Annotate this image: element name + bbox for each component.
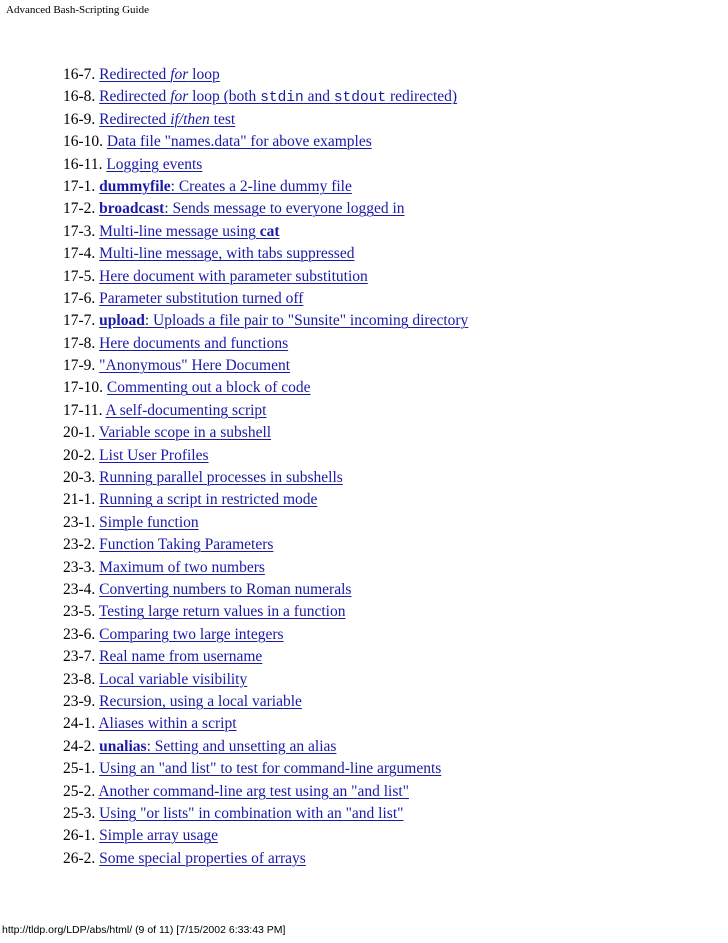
list-item — [63, 266, 468, 288]
list-item — [63, 377, 468, 399]
page-header: Advanced Bash-Scripting Guide — [6, 4, 149, 16]
example-link[interactable] — [99, 290, 303, 307]
example-number: 23-3. — [63, 558, 100, 576]
list-item — [63, 445, 468, 467]
example-number: 17-7. — [63, 312, 100, 330]
link-italic-text: if/then — [170, 110, 210, 128]
example-number: 16-7. — [63, 66, 100, 83]
example-link[interactable] — [99, 827, 218, 844]
example-link[interactable] — [99, 648, 262, 665]
list-item — [63, 848, 468, 870]
list-item — [63, 669, 468, 691]
list-item — [63, 736, 468, 758]
link-text: Converting numbers to Roman numerals — [99, 580, 352, 598]
example-number: 23-9. — [63, 692, 100, 710]
list-item — [63, 64, 468, 86]
example-link[interactable] — [106, 156, 202, 173]
example-link[interactable] — [99, 178, 352, 195]
example-link[interactable] — [99, 805, 403, 822]
list-item — [63, 243, 468, 265]
example-number: 17-1. — [63, 177, 100, 195]
example-number: 25-3. — [63, 804, 100, 822]
example-link[interactable] — [99, 424, 271, 441]
example-number: 23-6. — [63, 625, 100, 643]
link-text: Redirected — [99, 66, 171, 83]
example-link[interactable] — [99, 626, 283, 643]
example-number: 23-5. — [63, 603, 99, 621]
list-item — [63, 131, 468, 153]
example-number: 17-10. — [63, 379, 107, 397]
list-item — [63, 512, 468, 534]
example-number: 20-2. — [63, 446, 100, 464]
link-bold-text: broadcast — [99, 200, 165, 218]
link-text: Recursion, using a local variable — [99, 692, 302, 710]
example-link[interactable] — [99, 66, 220, 83]
link-text: Data file "names.data" for above examples — [106, 133, 372, 151]
link-text: : Setting and unsetting an alias — [146, 737, 337, 755]
example-link[interactable] — [105, 402, 266, 419]
link-text: : Uploads a file pair to "Sunsite" incoming directory — [144, 312, 469, 330]
example-link[interactable] — [99, 603, 346, 620]
example-number: 16-11. — [63, 155, 107, 173]
link-text: Some special properties of arrays — [99, 849, 306, 867]
example-link[interactable] — [99, 514, 198, 531]
example-link[interactable] — [99, 738, 336, 755]
example-link[interactable] — [99, 335, 288, 352]
example-number: 17-4. — [63, 245, 100, 263]
example-link[interactable] — [99, 357, 290, 374]
link-text: "Anonymous" Here Document — [99, 357, 291, 375]
list-item — [63, 624, 468, 646]
example-link[interactable] — [99, 111, 235, 128]
list-item — [63, 400, 468, 422]
example-number: 26-1. — [63, 827, 100, 845]
link-code-text: stdout — [333, 90, 387, 107]
link-text: Using an "and list" to test for command-line arguments — [99, 760, 442, 778]
example-link[interactable] — [98, 783, 409, 800]
link-text: Local variable visibility — [99, 670, 248, 688]
example-number: 25-2. — [63, 782, 99, 800]
link-text: loop (both — [188, 88, 261, 106]
example-link[interactable] — [99, 671, 247, 688]
example-number: 23-2. — [63, 536, 100, 554]
link-text: Logging events — [106, 155, 203, 173]
example-number: 23-7. — [63, 648, 100, 666]
link-text: loop — [188, 66, 220, 83]
link-text: Multi-line message, with tabs suppressed — [99, 245, 355, 263]
example-link[interactable] — [99, 312, 468, 329]
link-text: Real name from username — [99, 648, 263, 666]
link-text: Multi-line message using — [99, 222, 260, 240]
link-text: List User Profiles — [99, 446, 209, 464]
link-text: : Creates a 2-line dummy file — [170, 177, 352, 195]
link-text: Here documents and functions — [99, 334, 289, 352]
link-text: test — [209, 110, 236, 128]
list-item — [63, 221, 468, 243]
example-link[interactable] — [99, 536, 273, 553]
list-item — [63, 422, 468, 444]
list-item — [63, 467, 468, 489]
link-bold-text: unalias — [99, 737, 147, 755]
link-code-text: stdin — [260, 90, 304, 107]
example-link[interactable] — [99, 447, 208, 464]
link-text: A self-documenting script — [105, 401, 267, 419]
link-text: Function Taking Parameters — [99, 536, 274, 554]
example-link[interactable] — [99, 200, 404, 217]
example-link[interactable] — [99, 581, 351, 598]
list-item — [63, 86, 468, 108]
example-link[interactable] — [99, 559, 265, 576]
list-item — [63, 646, 468, 668]
list-item — [63, 333, 468, 355]
link-text: and — [303, 88, 334, 106]
list-item — [63, 489, 468, 511]
list-item — [63, 691, 468, 713]
example-number: 24-1. — [63, 715, 99, 733]
example-number: 17-8. — [63, 334, 100, 352]
link-text: Aliases within a script — [98, 715, 237, 733]
list-item — [63, 355, 468, 377]
example-link[interactable] — [98, 715, 236, 732]
link-text: Parameter substitution turned off — [99, 289, 304, 307]
example-link[interactable] — [99, 223, 279, 240]
link-text: Simple array usage — [99, 827, 218, 845]
example-number: 20-1. — [63, 424, 99, 442]
example-link[interactable] — [99, 693, 302, 710]
example-number: 23-8. — [63, 670, 100, 688]
example-link[interactable] — [99, 88, 457, 105]
link-text: Redirected — [99, 110, 171, 128]
link-text: Running a script in restricted mode — [99, 491, 318, 509]
example-number: 26-2. — [63, 849, 100, 867]
link-bold-text: upload — [99, 312, 145, 330]
example-link[interactable] — [99, 491, 317, 508]
link-text: redirected) — [386, 88, 458, 106]
list-item — [63, 534, 468, 556]
example-number: 17-11. — [63, 401, 106, 419]
example-number: 16-8. — [63, 88, 100, 106]
list-item — [63, 154, 468, 176]
example-number: 17-2. — [63, 200, 100, 218]
link-text: Maximum of two numbers — [99, 558, 265, 576]
example-number: 16-9. — [63, 110, 100, 128]
example-list — [63, 64, 468, 870]
list-item — [63, 109, 468, 131]
example-number: 16-10. — [63, 133, 107, 151]
example-link[interactable] — [99, 268, 368, 285]
example-number: 24-2. — [63, 737, 100, 755]
example-number: 20-3. — [63, 469, 100, 487]
link-text: Another command-line arg test using an "and list" — [98, 782, 409, 800]
example-number: 17-5. — [63, 267, 100, 285]
example-number: 21-1. — [63, 491, 100, 509]
example-number: 17-6. — [63, 289, 100, 307]
list-item — [63, 601, 468, 623]
link-text: Simple function — [99, 513, 199, 531]
list-item — [63, 803, 468, 825]
list-item — [63, 758, 468, 780]
link-text: Testing large return values in a function — [98, 603, 346, 621]
example-link[interactable] — [99, 469, 343, 486]
list-item — [63, 198, 468, 220]
example-number: 23-1. — [63, 513, 100, 531]
example-link[interactable] — [107, 379, 311, 396]
link-bold-text: dummyfile — [99, 177, 171, 195]
example-link[interactable] — [99, 850, 306, 867]
link-text: Comparing two large integers — [99, 625, 284, 643]
link-italic-text: for — [170, 88, 189, 106]
example-number: 23-4. — [63, 580, 100, 598]
link-bold-text: cat — [259, 222, 280, 240]
list-item — [63, 781, 468, 803]
list-item — [63, 579, 468, 601]
example-link[interactable] — [99, 245, 354, 262]
list-item — [63, 310, 468, 332]
example-number: 25-1. — [63, 760, 100, 778]
page-footer: http://tldp.org/LDP/abs/html/ (9 of 11) [7/15/2002 6:33:43 PM] — [2, 924, 286, 936]
example-number: 17-9. — [63, 357, 100, 375]
example-link[interactable] — [107, 133, 372, 150]
link-text: Here document with parameter substitution — [99, 267, 368, 285]
link-text: Commenting out a block of code — [106, 379, 311, 397]
link-text: Redirected — [99, 88, 171, 106]
link-italic-text: for — [170, 66, 189, 83]
list-item — [63, 713, 468, 735]
list-item — [63, 288, 468, 310]
link-text: Variable scope in a subshell — [98, 424, 272, 442]
list-item — [63, 825, 468, 847]
link-text: : Sends message to everyone logged in — [164, 200, 405, 218]
list-item — [63, 176, 468, 198]
example-link[interactable] — [99, 760, 441, 777]
link-text: Running parallel processes in subshells — [99, 469, 343, 487]
link-text: Using "or lists" in combination with an "and list" — [99, 804, 404, 822]
example-number: 17-3. — [63, 222, 100, 240]
list-item — [63, 557, 468, 579]
